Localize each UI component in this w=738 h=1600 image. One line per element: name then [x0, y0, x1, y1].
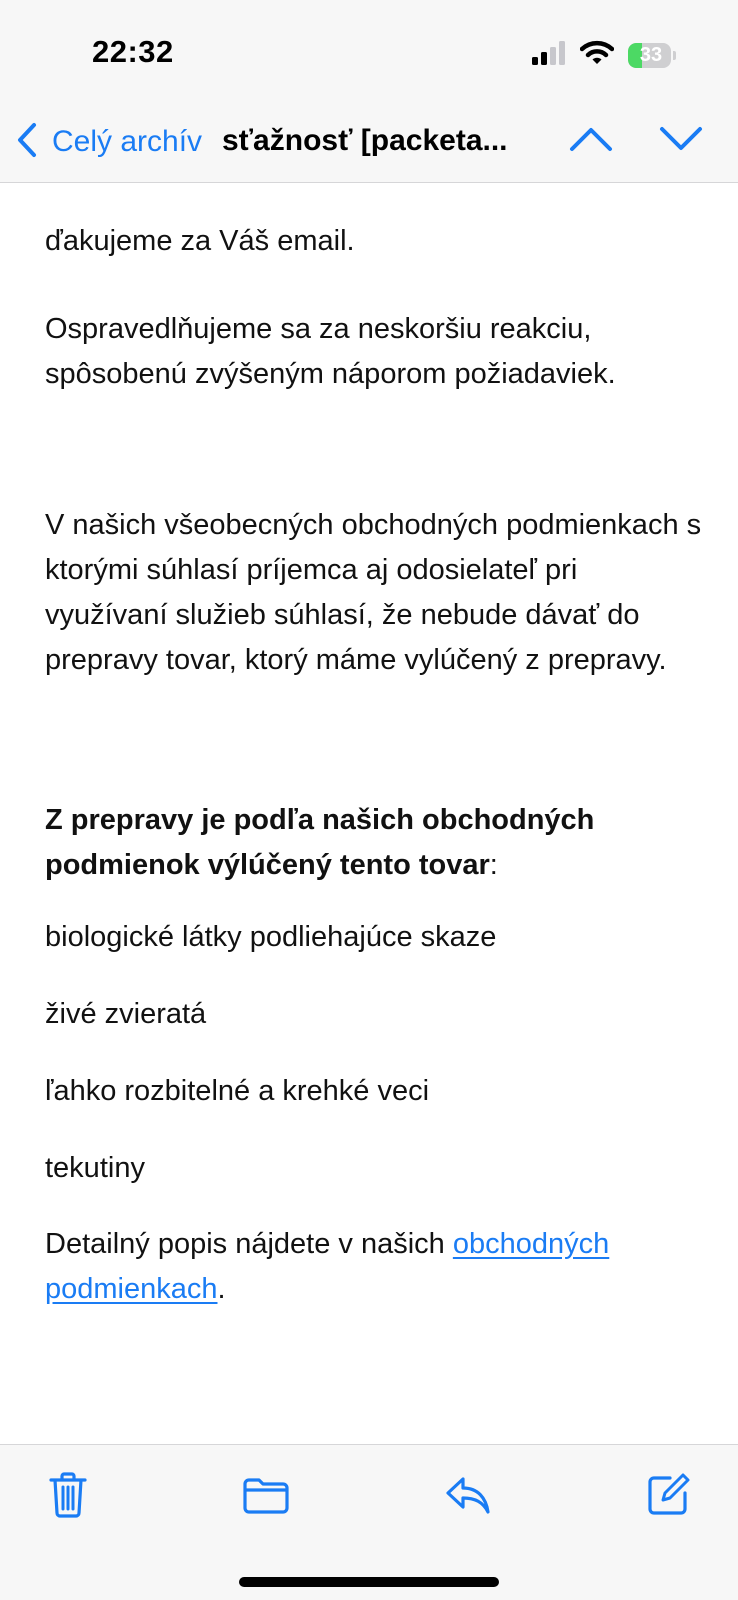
- battery-body: [628, 43, 671, 68]
- previous-message-button[interactable]: [566, 118, 616, 164]
- delete-button[interactable]: [40, 1469, 96, 1525]
- chevron-up-icon: [569, 126, 613, 157]
- excluded-goods-heading: [45, 798, 705, 888]
- home-indicator[interactable]: [239, 1577, 499, 1587]
- cellular-signal-icon: [532, 41, 566, 70]
- move-to-folder-button[interactable]: [238, 1469, 294, 1525]
- terms-link[interactable]: obchodných podmienkach: [45, 1228, 610, 1305]
- detail-paragraph: [45, 1222, 705, 1312]
- detail-text: Detailný popis nájdete v našich: [45, 1228, 453, 1260]
- next-message-button[interactable]: [656, 118, 706, 164]
- chevron-left-icon: [16, 122, 38, 163]
- back-button[interactable]: [16, 120, 202, 164]
- bottom-toolbar: [0, 1444, 738, 1600]
- navigation-bar: [0, 100, 738, 183]
- chevron-down-icon: [659, 126, 703, 157]
- status-bar: [0, 0, 738, 100]
- wifi-icon: [580, 40, 614, 71]
- terms-paragraph: V našich všeobecných obchodných podmienkach s ktorými súhlasí príjemca aj odosielateľ pri využívaní služieb súhlasí, že nebude dávať do prepravy tovar, ktorý máme vylúčený z prepravy.: [45, 509, 702, 676]
- detail-period: .: [217, 1273, 226, 1305]
- battery-cap: [673, 51, 676, 60]
- back-button-label: Celý archív: [52, 125, 203, 158]
- trash-icon: [48, 1472, 88, 1523]
- status-time: 22:32: [92, 34, 174, 69]
- reply-icon: [445, 1475, 491, 1520]
- excluded-item: živé zvieratá: [45, 998, 207, 1030]
- compose-button[interactable]: [640, 1469, 696, 1525]
- reply-button[interactable]: [440, 1469, 496, 1525]
- message-subject-title: sťažnosť [packeta...: [222, 124, 508, 157]
- folder-icon: [242, 1476, 290, 1519]
- excluded-goods-heading-colon: :: [489, 849, 498, 881]
- excluded-item: biologické látky podliehajúce skaze: [45, 921, 497, 953]
- status-icons: [532, 40, 676, 70]
- excluded-goods-heading-text: Z prepravy je podľa našich obchodných podmienok výlúčený tento tovar: [45, 804, 595, 881]
- greeting-paragraph: ďakujeme za Váš email.: [45, 225, 355, 257]
- excluded-item: ľahko rozbitelné a krehké veci: [45, 1075, 430, 1107]
- excluded-item: tekutiny: [45, 1152, 145, 1184]
- compose-icon: [646, 1473, 690, 1522]
- apology-paragraph: Ospravedlňujeme sa za neskoršiu reakciu, spôsobenú zvýšeným náporom požiadaviek.: [45, 313, 616, 390]
- battery-charging-icon: [628, 42, 676, 69]
- battery-level-text: 33: [639, 43, 663, 66]
